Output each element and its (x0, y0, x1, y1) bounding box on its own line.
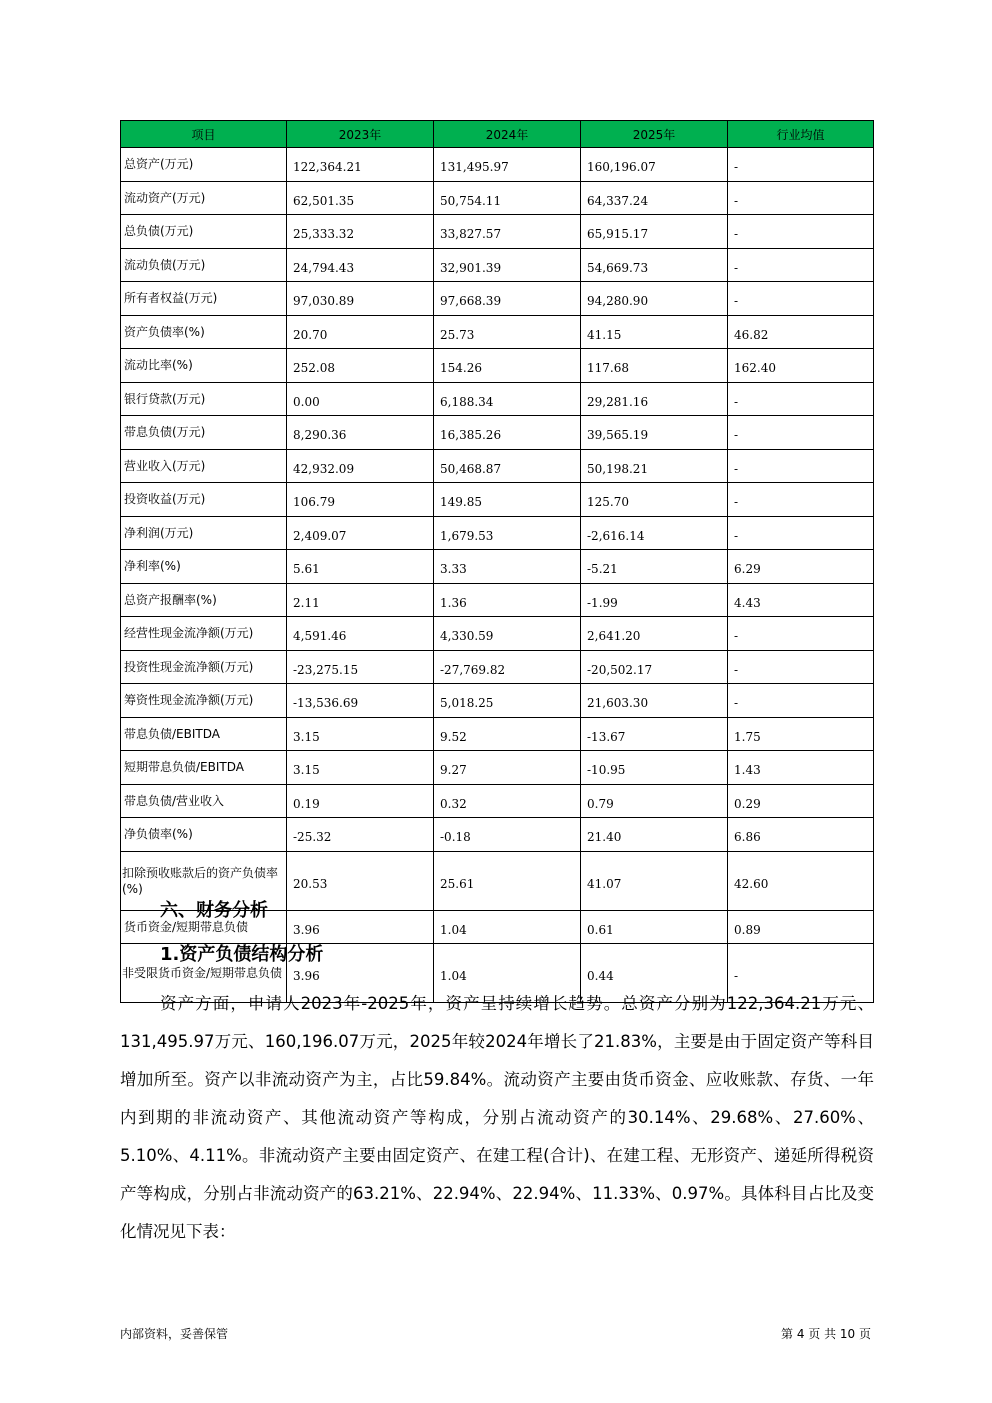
table-row (121, 617, 874, 651)
value-2025: 41.07 (581, 851, 728, 910)
value-2025: 29,281.16 (581, 382, 728, 416)
value-2025: 41.15 (581, 315, 728, 349)
value-industry-avg: 6.86 (728, 818, 874, 852)
value-2023: -23,275.15 (287, 650, 434, 684)
value-industry-avg: 0.29 (728, 784, 874, 818)
value-2024: 97,668.39 (434, 282, 581, 316)
row-label: 资产负债率(%) (121, 315, 287, 349)
value-2023: 8,290.36 (287, 416, 434, 450)
section-title: 六、财务分析 (160, 900, 268, 921)
value-2024: 5,018.25 (434, 684, 581, 718)
table-row (121, 181, 874, 215)
table-row (121, 416, 874, 450)
row-label: 流动负债(万元) (121, 248, 287, 282)
value-2025: 117.68 (581, 349, 728, 383)
value-2024: 0.32 (434, 784, 581, 818)
value-2025: 64,337.24 (581, 181, 728, 215)
subsection-title: 1.资产负债结构分析 (160, 944, 324, 965)
table-row (121, 282, 874, 316)
value-2023: -13,536.69 (287, 684, 434, 718)
value-industry-avg: 42.60 (728, 851, 874, 910)
value-2023: 97,030.89 (287, 282, 434, 316)
financial-indicators-table (120, 120, 874, 1003)
value-2025: -10.95 (581, 751, 728, 785)
value-2025: -2,616.14 (581, 516, 728, 550)
value-industry-avg: - (728, 416, 874, 450)
value-industry-avg: 4.43 (728, 583, 874, 617)
table-row (121, 784, 874, 818)
value-2024: 4,330.59 (434, 617, 581, 651)
value-2023: 252.08 (287, 349, 434, 383)
value-2025: 50,198.21 (581, 449, 728, 483)
row-label: 筹资性现金流净额(万元) (121, 684, 287, 718)
row-label: 带息负债/营业收入 (121, 784, 287, 818)
value-2024: 1.04 (434, 944, 581, 1003)
row-label: 总资产(万元) (121, 148, 287, 182)
value-industry-avg: - (728, 215, 874, 249)
value-industry-avg: - (728, 148, 874, 182)
value-2024: -27,769.82 (434, 650, 581, 684)
value-2024: 3.33 (434, 550, 581, 584)
header-item: 项目 (121, 121, 287, 148)
value-2023: 5.61 (287, 550, 434, 584)
table-row (121, 818, 874, 852)
row-label: 带息负债(万元) (121, 416, 287, 450)
value-2025: -5.21 (581, 550, 728, 584)
value-2024: 9.52 (434, 717, 581, 751)
footer-page-number: 第 4 页 共 10 页 (781, 1327, 871, 1341)
row-label: 流动资产(万元) (121, 181, 287, 215)
value-industry-avg: - (728, 650, 874, 684)
value-2024: 1.36 (434, 583, 581, 617)
table-body (121, 148, 874, 1003)
table-row (121, 516, 874, 550)
value-2025: -13.67 (581, 717, 728, 751)
value-2024: -0.18 (434, 818, 581, 852)
value-industry-avg: - (728, 516, 874, 550)
value-2025: 21,603.30 (581, 684, 728, 718)
table-row (121, 349, 874, 383)
value-2025: -1.99 (581, 583, 728, 617)
value-industry-avg: - (728, 483, 874, 517)
row-label: 短期带息负债/EBITDA (121, 751, 287, 785)
value-2025: 65,915.17 (581, 215, 728, 249)
value-2023: 3.15 (287, 717, 434, 751)
value-industry-avg: - (728, 684, 874, 718)
value-2025: 160,196.07 (581, 148, 728, 182)
row-label: 净利率(%) (121, 550, 287, 584)
value-2023: 25,333.32 (287, 215, 434, 249)
value-2023: 24,794.43 (287, 248, 434, 282)
value-2025: 54,669.73 (581, 248, 728, 282)
value-2024: 33,827.57 (434, 215, 581, 249)
value-2024: 9.27 (434, 751, 581, 785)
value-2025: 0.44 (581, 944, 728, 1003)
row-label: 银行贷款(万元) (121, 382, 287, 416)
table-row (121, 483, 874, 517)
value-2025: 125.70 (581, 483, 728, 517)
value-2024: 154.26 (434, 349, 581, 383)
value-industry-avg: - (728, 944, 874, 1003)
row-label: 非受限货币资金/短期带息负债 (121, 944, 287, 1003)
value-industry-avg: 1.43 (728, 751, 874, 785)
value-2024: 149.85 (434, 483, 581, 517)
header-industry-avg: 行业均值 (728, 121, 874, 148)
value-2024: 6,188.34 (434, 382, 581, 416)
table-row (121, 717, 874, 751)
row-label: 营业收入(万元) (121, 449, 287, 483)
value-2025: 21.40 (581, 818, 728, 852)
value-2024: 25.73 (434, 315, 581, 349)
value-2024: 16,385.26 (434, 416, 581, 450)
analysis-paragraph: 资产方面，申请人2023年-2025年，资产呈持续增长趋势。总资产分别为122,364.21万元、131,495.97万元、160,196.07万元，2025年较2024年增长了21.83%，主要是由于固定资产等科目增加所至。资产以非流动资产为主，占比59.84%。流动资产主要由货币资金、应收账款、存货、一年内到期的非流动资产、其他流动资产等构成，分别占流动资产的30.14%、29.68%、27.60%、5.10%、4.11%。非流动资产主要由固定资产、在建工程(合计)、在建工程、无形资产、递延所得税资产等构成，分别占非流动资产的63.21%、22.94%、22.94%、11.33%、0.97%。具体科目占比及变化情况见下表： (120, 994, 874, 1241)
value-industry-avg: - (728, 248, 874, 282)
table-row (121, 751, 874, 785)
footer-confidential-note: 内部资料，妥善保管 (120, 1327, 229, 1341)
value-2023: 3.96 (287, 944, 434, 1003)
row-label: 所有者权益(万元) (121, 282, 287, 316)
value-industry-avg: 0.89 (728, 910, 874, 944)
value-2023: 2.11 (287, 583, 434, 617)
value-2023: 2,409.07 (287, 516, 434, 550)
value-industry-avg: - (728, 617, 874, 651)
row-label: 带息负债/EBITDA (121, 717, 287, 751)
row-label: 净负债率(%) (121, 818, 287, 852)
value-2023: 0.00 (287, 382, 434, 416)
header-2023: 2023年 (287, 121, 434, 148)
table-row (121, 148, 874, 182)
table-row (121, 684, 874, 718)
table-row (121, 550, 874, 584)
value-industry-avg: 6.29 (728, 550, 874, 584)
value-2025: 39,565.19 (581, 416, 728, 450)
value-2024: 50,754.11 (434, 181, 581, 215)
value-2023: 106.79 (287, 483, 434, 517)
row-label: 总负债(万元) (121, 215, 287, 249)
value-industry-avg: 162.40 (728, 349, 874, 383)
table-row (121, 382, 874, 416)
value-2023: -25.32 (287, 818, 434, 852)
header-2024: 2024年 (434, 121, 581, 148)
value-2023: 42,932.09 (287, 449, 434, 483)
table-row (121, 248, 874, 282)
header-2025: 2025年 (581, 121, 728, 148)
table-row (121, 650, 874, 684)
value-2023: 20.70 (287, 315, 434, 349)
row-label: 经营性现金流净额(万元) (121, 617, 287, 651)
value-2023: 3.96 (287, 910, 434, 944)
value-2024: 131,495.97 (434, 148, 581, 182)
row-label: 扣除预收账款后的资产负债率(%) (121, 851, 287, 910)
value-2023: 62,501.35 (287, 181, 434, 215)
value-2023: 4,591.46 (287, 617, 434, 651)
table-row (121, 449, 874, 483)
value-2023: 122,364.21 (287, 148, 434, 182)
value-industry-avg: - (728, 282, 874, 316)
table-row (121, 215, 874, 249)
row-label: 货币资金/短期带息负债 (121, 910, 287, 944)
value-industry-avg: 1.75 (728, 717, 874, 751)
table-header-row (121, 121, 874, 148)
row-label: 投资收益(万元) (121, 483, 287, 517)
value-industry-avg: - (728, 181, 874, 215)
value-2024: 1,679.53 (434, 516, 581, 550)
value-2025: 0.79 (581, 784, 728, 818)
value-2024: 50,468.87 (434, 449, 581, 483)
value-2023: 0.19 (287, 784, 434, 818)
value-2023: 3.15 (287, 751, 434, 785)
value-2025: 0.61 (581, 910, 728, 944)
value-industry-avg: 46.82 (728, 315, 874, 349)
row-label: 总资产报酬率(%) (121, 583, 287, 617)
value-2024: 25.61 (434, 851, 581, 910)
value-2025: 94,280.90 (581, 282, 728, 316)
table-row (121, 315, 874, 349)
value-2025: -20,502.17 (581, 650, 728, 684)
row-label: 投资性现金流净额(万元) (121, 650, 287, 684)
value-industry-avg: - (728, 449, 874, 483)
value-2025: 2,641.20 (581, 617, 728, 651)
table-row (121, 583, 874, 617)
value-2024: 32,901.39 (434, 248, 581, 282)
value-2024: 1.04 (434, 910, 581, 944)
row-label: 流动比率(%) (121, 349, 287, 383)
value-industry-avg: - (728, 382, 874, 416)
value-2023: 20.53 (287, 851, 434, 910)
row-label: 净利润(万元) (121, 516, 287, 550)
